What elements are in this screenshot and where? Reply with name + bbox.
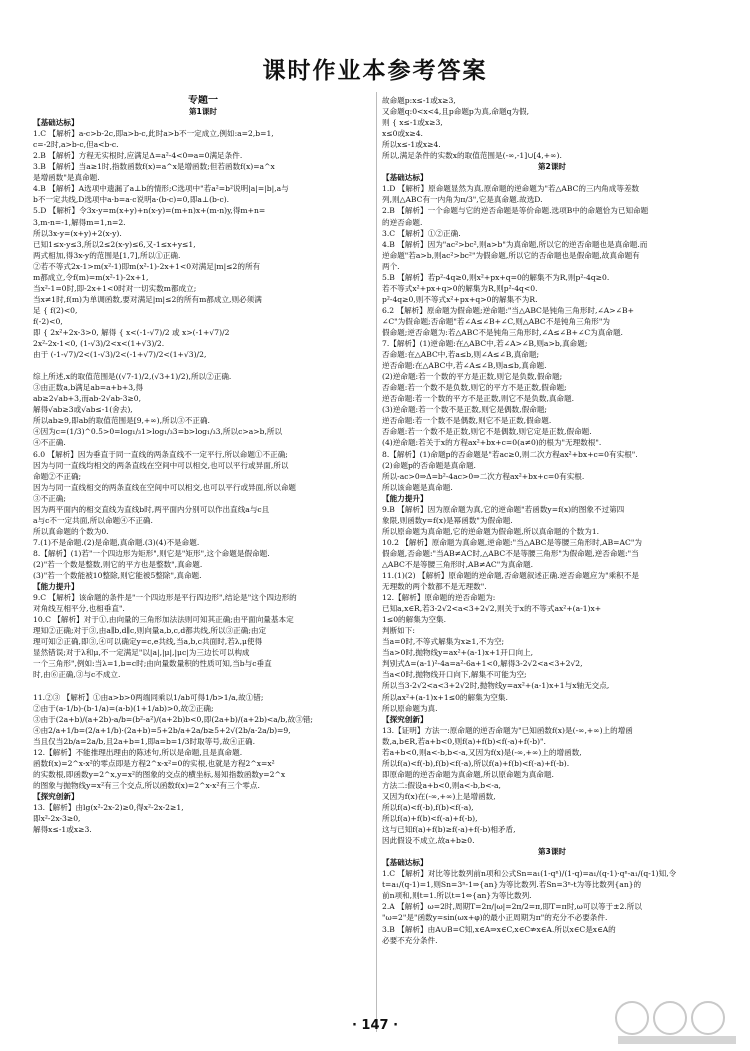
left-text-line: ③不正确; xyxy=(33,493,66,503)
left-text-line: 因为两平面内的相交直线为直线b时,两平面内分别可以作出直线a与c且 xyxy=(33,504,270,514)
right-text-line: 11.(1)(2) 【解析】原命题的逆命题,否命题叙述正确.逆否命题应为"乘积不是 xyxy=(382,571,639,581)
right-text-line: 2.A 【解析】ω=2时,周期T=2π/|ω|=2π/2=π,即T=π时,ω可以等于±2.所以 xyxy=(382,902,642,912)
right-text-line: 所以f(a)<f(-b),f(b)<f(-a), xyxy=(382,803,474,812)
left-text-line: 1.C 【解析】a-c>b-2c,即a>b-c,此时a>b不一定成立,例如:a=2,b=1, xyxy=(33,129,274,139)
right-text-line: 否命题:在△ABC中,若a≤b,则∠A≤∠B,真命题; xyxy=(382,350,540,360)
left-text-line: 12.【解析】不能推理出理由的陈述句,所以是命题,且是真命题. xyxy=(33,747,243,757)
left-text-line: a与c不一定共面,所以命题④不正确. xyxy=(33,515,153,525)
right-text-line: 1.D 【解析】原命题显然为真,原命题的逆命题为"若△ABC的三内角成等差数 xyxy=(382,184,640,194)
left-text-line: ②若不等式2x-1>m(x²-1)即m(x²-1)-2x+1<0对满足|m|≤2的所有 xyxy=(33,261,261,271)
right-text-line: 当a<0时,抛物线开口向下,解集不可能为空; xyxy=(382,670,527,680)
right-text-line: 必要不充分条件. xyxy=(382,935,438,945)
left-text-line: 是增函数"是真命题. xyxy=(33,173,100,183)
right-text-line: 假命题,否命题:"当AB≠AC时,△ABC不是等腰三角形"为假命题,逆否命题:"当 xyxy=(382,548,639,558)
right-text-line: 所以f(a)<f(-b),f(b)<f(-a),所以f(a)+f(b)<f(-a)+f(-b). xyxy=(382,758,570,768)
right-text-line: 8.【解析】(1)命题p的否命题是"若ac≥0,则二次方程ax²+bx+c=0有实根". xyxy=(382,449,638,459)
right-text-line: 所以ax²+(a-1)x+1≤0的解集为空集. xyxy=(382,692,508,702)
left-column xyxy=(33,95,373,1040)
right-text-line: 无理数的两个数都不是无理数". xyxy=(382,582,487,592)
left-text-line: ab≥2√ab+3,而ab-2√ab-3≥0, xyxy=(33,394,142,404)
right-text-line: t=a₁/(q-1)=1,则Sn=3ⁿ-1⇒{an}为等比数列.若Sn=3ⁿ-t为等比数列{an}的 xyxy=(382,880,642,890)
left-text-line: 当x²-1=0时,即-2x+1<0时对一切实数m都成立; xyxy=(33,283,197,293)
right-text-line: 13.【证明】方法一:原命题的逆否命题为"已知函数f(x)是(-∞,+∞)上的增函 xyxy=(382,725,633,735)
right-text-line: 所以f(a)+f(b)<f(-a)+f(-b), xyxy=(382,814,478,824)
right-text-line: 4.B 【解析】因为"ac²>bc²,则a>b"为真命题,所以它的逆否命题也是真命题.而 xyxy=(382,239,648,249)
right-text-line: 否命题:若一个数不是负数,则它的平方不是正数,假命题; xyxy=(382,383,567,393)
left-text-line: ④因为c=(1/3)^0.5>0=log₁/₃1>log₁/₃3=b>log₁/₃3,所以c>a>b,所以 xyxy=(33,427,283,437)
right-text-line: 方法二:假设a+b<0,则a<-b,b<-a, xyxy=(382,780,501,790)
left-text-line: 2.B 【解析】方程无实根时,应满足Δ=a²-4<0⇒a=0满足条件. xyxy=(33,151,243,161)
right-section-tag: 【基础达标】 xyxy=(382,858,428,868)
left-text-line: 足 { f(2)<0, xyxy=(33,305,78,315)
left-text-line: 解得√ab≥3或√ab≤-1(舍去), xyxy=(33,405,133,415)
left-text-line: 5.D 【解析】令3x-y=m(x+y)+n(x-y)=(m+n)x+(m-n)y,得m+n= xyxy=(33,206,266,216)
right-text-line: 故命题p:x≤-1或x≥3, xyxy=(382,96,456,105)
left-text-line: c=-2时,a>b-c,但a<b-c. xyxy=(33,140,119,150)
left-text-line: f(-2)<0, xyxy=(33,316,63,326)
left-text-line: 两式相加,得3x-y的范围是[1,7],所以①正确. xyxy=(33,250,181,260)
right-text-line: 2.B 【解析】一个命题与它的逆否命题是等价命题.选项B中的命题恰为已知命题 xyxy=(382,206,649,216)
left-text-line: 解得x≤-1或x≥3. xyxy=(33,825,92,835)
left-text-line: 9.C 【解析】该命题的条件是"一个四边形是平行四边形",结论是"这个四边形的 xyxy=(33,593,297,603)
right-text-line: 逆命题"若a>b,则ac²>bc²"为假命题,所以它的否命题也是假命题,故真命题有 xyxy=(382,250,640,260)
left-text-line: 13.【解析】由lg(x²-2x-2)≥0,得x²-2x-2≥1, xyxy=(33,803,184,812)
left-section-tag: 【能力提升】 xyxy=(33,582,79,592)
left-text-line: (3)"若一个数能被10整除,则它能被5整除",真命题. xyxy=(33,571,202,581)
left-text-line: 所以ab≥9,即ab的取值范围是[9,+∞),所以③不正确. xyxy=(33,416,210,426)
left-text-line: ③由于(2a+b)/(a+2b)-a/b=(b²-a²)/(a+2b)b<0,即(2a+b)/(a+2b)<a/b,故③错; xyxy=(33,714,313,724)
right-text-line: 又因为f(x)在(-∞,+∞)上是增函数, xyxy=(382,791,496,801)
left-text-line: 因为与同一直线相交的两条直线在空间中可以相交,也可以平行或异面,所以命题 xyxy=(33,482,297,492)
right-text-line: 所以该命题是真命题. xyxy=(382,482,453,492)
left-text-line: 综上所述,x的取值范围是((√7-1)/2,(√3+1)/2),所以②正确. xyxy=(33,372,232,382)
left-text-line: 函数f(x)=2^x-x²的零点即是方程2^x-x²=0的实根,也就是方程2^x=x² xyxy=(33,758,275,768)
left-text-line: 2x²-2x-1<0, (1-√3)/2<x<(1+√3)/2. xyxy=(33,339,165,349)
right-text-line: 10.2 【解析】原命题为真命题,逆命题:"当△ABC是等腰三角形时,AB=AC"为 xyxy=(382,537,642,547)
left-text-line: m都成立,令f(m)=m(x²-1)-2x+1, xyxy=(33,272,149,282)
right-section-tag: 【能力提升】 xyxy=(382,493,428,503)
right-text-line: 当a>0时,抛物线y=ax²+(a-1)x+1开口向上, xyxy=(382,648,534,658)
right-text-line: 的逆否命题. xyxy=(382,217,423,227)
right-text-line: 所以当3-2√2<a<3+2√2时,抛物线y=ax²+(a-1)x+1与x轴无交点, xyxy=(382,681,610,691)
right-text-line: (2)逆命题:若一个数的平方是正数,则它是负数,假命题; xyxy=(382,372,563,382)
right-text-line: 因此假设不成立,故a+b≥0. xyxy=(382,836,475,846)
left-text-line: 10.C 【解析】对于①,由向量的三角形加法法则可知其正确;由平面向量基本定 xyxy=(33,615,294,625)
right-text-line: "ω=2"是"函数y=sin(ωx+φ)的最小正周期为π"的充分不必要条件. xyxy=(382,913,608,923)
left-text-line xyxy=(33,360,373,371)
right-text-line: 这与已知f(a)+f(b)≥f(-a)+f(-b)相矛盾, xyxy=(382,825,516,835)
left-text-line xyxy=(33,680,373,691)
left-text-line: 6.0 【解析】因为垂直于同一直线的两条直线不一定平行,所以命题①不正确; xyxy=(33,449,288,459)
right-text-line: 5.B 【解析】若p²-4q≥0,则x²+px+q=0的解集不为R,则p²-4q≥0. xyxy=(382,272,610,282)
left-text-line: 4.B 【解析】A选项中遗漏了a⊥b的情形;C选项中"若a²=b²说明|a|=|b|,a与 xyxy=(33,184,289,194)
left-text-line: 命题②不正确; xyxy=(33,471,82,481)
right-text-line: 列,则△ABC有一内角为π/3",它是真命题.故选D. xyxy=(382,195,543,205)
left-text-line: ④不正确. xyxy=(33,438,66,448)
watermark-logo-icon xyxy=(612,998,742,1046)
right-text-line: 所以原命题为真. xyxy=(382,703,438,713)
right-text-line: 1≤0的解集为空集. xyxy=(382,615,447,625)
left-text-line: ④由2/a+1/b=(2/a+1/b)·(2a+b)=5+2b/a+2a/b≥5+2√(2b/a·2a/b)=9, xyxy=(33,725,291,735)
right-text-line: 12.【解析】原命题的逆否命题为: xyxy=(382,593,496,603)
left-heading: 第1课时 xyxy=(188,107,218,117)
right-text-line: 已知a,x∈R,若3-2√2<a<3+2√2,则关于x的不等式ax²+(a-1)x+ xyxy=(382,604,602,614)
left-text-line: 因为与同一直线均相交的两条直线在空间中可以相交,也可以平行或异面,所以 xyxy=(33,460,289,470)
left-section-tag: 【基础达标】 xyxy=(33,118,79,128)
left-text-line: 所以真命题的个数为0. xyxy=(33,526,109,536)
right-text-line: 逆否命题:若一个数的平方不是正数,则它不是负数,真命题. xyxy=(382,394,575,404)
right-text-line: (2)命题p的否命题是真命题. xyxy=(382,460,476,470)
right-text-line: 若a+b<0,则a<-b,b<-a,又因为f(x)是(-∞,+∞)上的增函数, xyxy=(382,747,582,757)
left-text-line: 即x²-2x-3≥0, xyxy=(33,814,81,824)
right-text-line: 即原命题的逆否命题为真命题,所以原命题为真命题. xyxy=(382,769,554,779)
left-text-line: 理可知②正确,即③,④可以确定y=c,e共线,当a,b,c共面时,若λ,μ使得 xyxy=(33,637,263,647)
right-text-line: 象限,则函数y=f(x)是幂函数"为假命题. xyxy=(382,515,513,525)
left-text-line: 7.(1)不是命题.(2)是命题,真命题.(3)(4)不是命题. xyxy=(33,537,200,547)
right-text-line: 又命题q:0<x<4,且p命题p为真,命题q为假, xyxy=(382,107,530,117)
right-heading: 第2课时 xyxy=(537,162,567,172)
left-text-line: 时,由⑥正确,③与c不成立. xyxy=(33,670,121,680)
right-text-line: 判别式Δ=(a-1)²-4a=a²-6a+1<0,解得3-2√2<a<3+2√2, xyxy=(382,659,583,669)
right-text-line: 7.【解析】(1)逆命题:在△ABC中,若∠A>∠B,则a>b,真命题; xyxy=(382,339,588,349)
left-text-line: 当且仅当2b/a=2a/b,且2a+b=1,即a=b=1/3时取等号,故④正确. xyxy=(33,736,255,746)
right-text-line: 所以-ac>0⇒Δ=b²-4ac>0⇒二次方程ax²+bx+c=0有实根. xyxy=(382,471,585,481)
right-text-line: (4)逆命题:若关于x的方程ax²+bx+c=0(a≠0)的根为"无理数根". xyxy=(382,438,602,448)
right-text-line: 当a=0时,不等式解集为x≥1,不为空; xyxy=(382,637,505,647)
right-text-line: 两个. xyxy=(382,261,400,271)
right-section-tag: 【基础达标】 xyxy=(382,173,428,183)
left-heading: 专题一 xyxy=(188,95,218,106)
right-text-line: 3.C 【解析】①②正确. xyxy=(382,228,461,238)
right-text-line: (3)逆命题:若一个数不是正数,则它是偶数,假命题; xyxy=(382,405,547,415)
right-text-line: p²-4q≥0,则不等式x²+px+q>0的解集不为R. xyxy=(382,294,538,304)
right-section-tag: 【探究创新】 xyxy=(382,714,428,724)
right-text-line: 逆否命题:在△ABC中,若∠A≤∠B,则a≤b,真命题. xyxy=(382,361,547,371)
right-text-line: 判断如下: xyxy=(382,626,415,636)
left-text-line: ②由于(a-1/b)-(b-1/a)=(a-b)(1+1/ab)>0,故②正确; xyxy=(33,703,214,713)
left-text-line: 由于 (-1-√7)/2<(1-√3)/2<(-1+√7)/2<(1+√3)/2, xyxy=(33,350,207,360)
left-text-line: ③由正数a,b满足ab=a+b+3,得 xyxy=(33,383,144,393)
left-text-line: 当x≠1时,f(m)为单调函数,要对满足|m|≤2的所有m都成立,则必须满 xyxy=(33,294,262,304)
right-text-line: 否命题:若一个数不是正数,则它不是偶数,则它定是正数,假命题. xyxy=(382,427,592,437)
right-heading: 第3课时 xyxy=(537,847,567,857)
right-text-line: ∠C"为假命题;否命题"若∠A≤∠B+∠C,则△ABC不是钝角三角形"为 xyxy=(382,316,610,326)
right-text-line: 所以原命题为真命题,它的逆命题为假命题,所以真命题的个数为1. xyxy=(382,526,600,536)
right-text-line: 所以,满足条件的实数x的取值范围是(-∞,-1]∪[4,+∞). xyxy=(382,151,562,161)
left-text-line: 一个三角形",例如:当λ=1,b=c时;由向量数量积的性质可知,当b与c垂直 xyxy=(33,659,272,669)
left-text-line: 所以3x-y=(x+y)+2(x-y). xyxy=(33,228,122,238)
right-text-line: 逆否命题:若一个数不是偶数,则它不是正数,假命题. xyxy=(382,416,552,426)
right-text-line: 假命题;逆否命题为:若△ABC不是钝角三角形时,∠A≤∠B+∠C为真命题. xyxy=(382,327,623,337)
right-text-line: 3.B 【解析】由A∪B=C知,x∈A⇒x∈C,x∈C⇏x∈A.所以x∈C是x∈A的 xyxy=(382,924,616,934)
right-text-line: 1.C 【解析】对比等比数列前n项和公式Sn=a₁(1-qⁿ)/(1-q)=a₁/(q-1)·qⁿ-a₁/(q-1)知,令 xyxy=(382,869,677,879)
right-text-line: 若不等式x²+px+q>0的解集为R,则p²-4q<0. xyxy=(382,283,538,293)
right-text-line: △ABC不是等腰三角形时,AB≠AC"为真命题. xyxy=(382,559,534,569)
right-column xyxy=(382,95,722,1040)
left-text-line: 11.②③ 【解析】①由a>b>0两端同乘以1/ab可得1/b>1/a,故①错; xyxy=(33,692,264,702)
right-text-line: 则 { x≤-1或x≥3, xyxy=(382,118,443,128)
right-text-line: 数,a,b∈R,若a+b<0,则f(a)+f(b)<f(-a)+f(-b)". xyxy=(382,736,546,746)
left-text-line: (2)"若一个数是整数,则它的平方也是整数",真命题. xyxy=(33,559,203,569)
right-text-line: x≤0或x≥4. xyxy=(382,129,423,139)
column-divider xyxy=(376,92,377,1032)
right-text-line: 前n项和,则t=1.所以t=1⇔{an}为等比数列. xyxy=(382,891,532,901)
left-text-line: 已知1≤x-y≤3,所以2≤2(x-y)≤6,又-1≤x+y≤1, xyxy=(33,239,196,249)
left-text-line: 显然错误;对于λ和μ,不一定满足"以|a|,|μ|,|μc|为三边长可以构成 xyxy=(33,648,250,658)
left-text-line: 对角线互相平分,也相垂直". xyxy=(33,604,125,614)
page-title: 课时作业本参考答案 xyxy=(262,58,488,84)
left-text-line: b不一定共线,D选项中a·b=a·c说明a·(b-c)=0,即a⊥(b-c). xyxy=(33,195,230,205)
page-number: · 147 · xyxy=(351,1018,399,1033)
right-text-line: 所以x≤-1或x≥4. xyxy=(382,140,441,150)
left-text-line: 8.【解析】(1)若"一个四边形为矩形",则它是"矩形",这个命题是假命题. xyxy=(33,548,270,558)
left-text-line: 的实数根,即函数y=2^x,y=x²的图象的交点的横坐标,易知指数函数y=2^x xyxy=(33,769,286,779)
left-text-line: 3,m-n=-1,解得m=1,n=2. xyxy=(33,217,126,227)
right-text-line: 6.2 【解析】原命题为假命题;逆命题:"当△ABC是钝角三角形时,∠A>∠B+ xyxy=(382,305,634,315)
right-text-line: 9.B 【解析】因为原命题为真,它的逆命题"若函数y=f(x)的图象不过第四 xyxy=(382,504,625,514)
left-text-line: 的图象与抛物线y=x²有三个交点,所以函数f(x)=2^x-x²有三个零点. xyxy=(33,780,260,790)
left-text-line: 3.B 【解析】当a≥1时,指数函数f(x)=a^x是增函数;但若函数f(x)=a^x xyxy=(33,162,275,172)
left-text-line: 即 { 2x²+2x-3>0, 解得 { x<(-1-√7)/2 或 x>(-1+√7)/2 xyxy=(33,327,230,337)
left-text-line: 理知②正确;对于③,由a∥b,d∥c,则向量a,b,c,d都共线,所以③正确;由定 xyxy=(33,626,267,636)
left-section-tag: 【探究创新】 xyxy=(33,791,79,801)
